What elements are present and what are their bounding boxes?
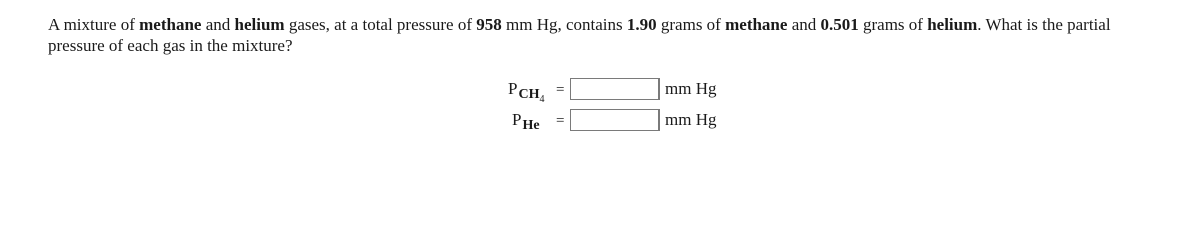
gas-name-helium: helium <box>234 15 285 34</box>
helium-pressure-input[interactable] <box>570 109 659 131</box>
total-pressure-value: 958 <box>476 15 502 34</box>
unit-label: mm Hg <box>659 109 716 131</box>
methane-pressure-input[interactable] <box>570 78 659 100</box>
pressure-subscript: He <box>522 118 540 133</box>
question-text-part: grams of <box>858 15 928 34</box>
gas-name-methane: methane <box>139 15 202 34</box>
question-text-part: mm Hg, contains <box>501 15 627 34</box>
partial-pressure-label-helium <box>512 110 540 133</box>
pressure-subsubscript: 4 <box>539 94 545 105</box>
partial-pressure-label-methane <box>508 79 545 105</box>
equals-sign: = <box>556 113 565 129</box>
helium-mass-value: 0.501 <box>820 15 859 34</box>
equals-sign: = <box>556 82 565 98</box>
unit-label: mm Hg <box>659 78 716 100</box>
gas-name-methane: methane <box>725 15 788 34</box>
question-text-part: gases, at a total pressure of <box>284 15 477 34</box>
question-text <box>48 14 1168 56</box>
methane-mass-value: 1.90 <box>626 15 657 34</box>
gas-name-helium: helium <box>927 15 978 34</box>
question-text-part: grams of <box>656 15 726 34</box>
pressure-symbol: P <box>508 79 518 98</box>
question-text-part: . What is the partial pressure of each gas in the mixture? <box>48 15 1111 55</box>
pressure-symbol: P <box>512 110 522 129</box>
question-text-part: A mixture of <box>48 15 140 34</box>
pressure-subscript: CH <box>518 87 540 102</box>
question-text-part: and <box>787 15 821 34</box>
question-text-part: and <box>201 15 235 34</box>
